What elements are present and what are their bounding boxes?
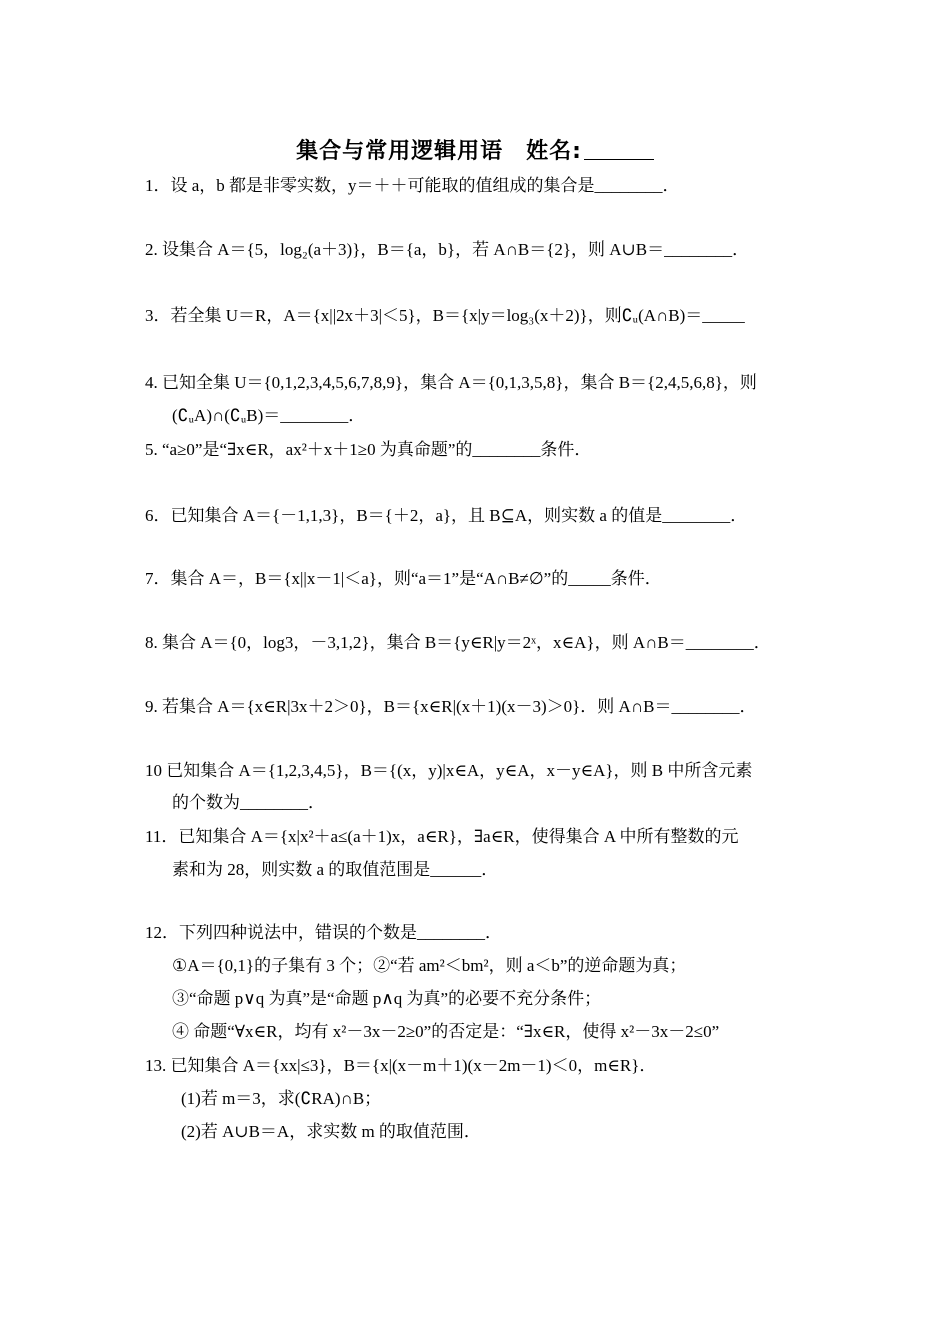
question-9: 9. 若集合 A＝{x∈R|3x＋2＞0}，B＝{x∈R|(x＋1)(x－3)＞0}．则 A∩B＝________． [145,697,757,716]
question-13-part-1: (1)若 m＝3，求(∁RA)∩B； [181,1089,382,1108]
question-12-item-3: ③“命题 p∨q 为真”是“命题 p∧q 为真”的必要不充分条件； [172,989,602,1008]
name-blank [584,141,654,160]
question-12-item-1-2: ①A＝{0,1}的子集有 3 个；②“若 am²＜bm²，则 a＜b”的逆命题为真； [172,956,687,975]
question-11-cont: 素和为 28，则实数 a 的取值范围是______． [172,860,499,879]
question-4-cont: (∁ᵤA)∩(∁ᵤB)＝________． [172,406,366,425]
name-label: 姓名: [526,139,582,164]
question-8: 8. 集合 A＝{0，log3，－3,1,2}，集合 B＝{y∈R|y＝2ˣ，x∈A}，则 A∩B＝________． [145,633,771,652]
question-10-cont: 的个数为________． [172,793,325,812]
question-3: 3．若全集 U＝R，A＝{x||2x＋3|＜5}，B＝{x|y＝log₃(x＋2)}，则∁ᵤ(A∩B)＝_____ [145,306,745,325]
page-title [0,134,950,165]
title-main: 集合与常用逻辑用语 [296,139,504,164]
question-13-part-2: (2)若 A∪B＝A，求实数 m 的取值范围． [181,1122,481,1141]
question-1: 1．设 a，b 都是非零实数，y＝＋＋可能取的值组成的集合是________． [145,176,680,195]
question-11: 11．已知集合 A＝{x|x²＋a≤(a＋1)x，a∈R}，∃a∈R，使得集合 A 中所有整数的元 [145,827,739,846]
question-6: 6．已知集合 A＝{－1,1,3}，B＝{＋2，a}，且 B⊆A，则实数 a 的值是________． [145,506,748,525]
question-10: 10 已知集合 A＝{1,2,3,4,5}，B＝{(x，y)|x∈A，y∈A，x－y∈A}，则 B 中所含元素 [145,761,753,780]
question-7: 7．集合 A＝，B＝{x||x－1|＜a}，则“a＝1”是“A∩B≠∅”的_____条件． [145,569,662,588]
question-5: 5. “a≥0”是“∃x∈R，ax²＋x＋1≥0 为真命题”的________条件． [145,440,592,459]
question-12: 12．下列四种说法中，错误的个数是________． [145,923,502,942]
question-12-item-4: ④ 命题“∀x∈R，均有 x²－3x－2≥0”的否定是：“∃x∈R，使得 x²－3x－2≤0” [172,1022,720,1041]
question-13: 13. 已知集合 A＝{xx|≤3}，B＝{x|(x－m＋1)(x－2m－1)＜0，m∈R}． [145,1056,657,1075]
question-4: 4. 已知全集 U＝{0,1,2,3,4,5,6,7,8,9}，集合 A＝{0,1,3,5,8}，集合 B＝{2,4,5,6,8}，则 [145,373,757,392]
question-2: 2. 设集合 A＝{5，log₂(a＋3)}，B＝{a，b}，若 A∩B＝{2}，则 A∪B＝________． [145,240,750,259]
